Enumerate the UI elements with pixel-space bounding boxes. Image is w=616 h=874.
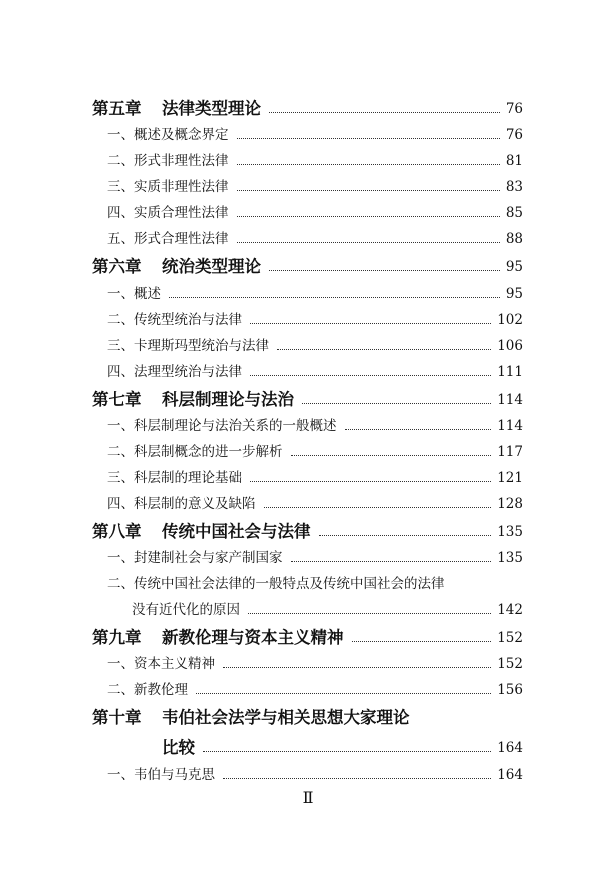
chapter-number: 第十章 — [92, 708, 142, 727]
chapter-title: 传统中国社会与法律 — [162, 522, 311, 541]
page-number: 121 — [497, 470, 523, 486]
page-number: 76 — [505, 127, 523, 143]
section-title: 一、概述 — [107, 286, 161, 302]
page-number: 128 — [497, 496, 523, 512]
leader-dots — [237, 200, 500, 217]
chapter-title: 韦伯社会法学与相关思想大家理论 — [162, 708, 410, 727]
page-number: 164 — [497, 767, 523, 783]
section-title: 三、实质非理性法律 — [107, 179, 229, 195]
page-number: 142 — [497, 602, 523, 618]
toc-section-row — [0, 413, 616, 439]
chapter-number: 第八章 — [92, 522, 142, 541]
section-title: 二、科层制概念的进一步解析 — [107, 444, 283, 460]
leader-dots — [237, 226, 500, 243]
leader-dots — [291, 545, 492, 562]
page-number: 156 — [497, 682, 523, 698]
page-number: 95 — [505, 259, 523, 275]
leader-dots — [269, 254, 500, 271]
toc-chapter-row — [0, 625, 616, 651]
toc-section-row — [0, 597, 616, 623]
page-number: 81 — [505, 153, 523, 169]
toc-section-row — [0, 491, 616, 517]
toc-section-row — [0, 226, 616, 252]
leader-dots — [277, 333, 491, 350]
leader-dots — [291, 439, 492, 456]
toc-section-row — [0, 200, 616, 226]
section-title: 四、法理型统治与法律 — [107, 364, 242, 380]
leader-dots — [302, 387, 491, 404]
toc-section-row — [0, 545, 616, 571]
section-title: 三、科层制的理论基础 — [107, 470, 242, 486]
page-number: 102 — [497, 312, 523, 328]
section-title: 四、科层制的意义及缺陷 — [107, 496, 256, 512]
chapter-title: 比较 — [162, 738, 195, 757]
page-number: 85 — [505, 205, 523, 221]
section-title: 五、形式合理性法律 — [107, 231, 229, 247]
toc-section-row — [0, 762, 616, 788]
page-number: 114 — [497, 418, 523, 434]
page-number: 117 — [497, 444, 523, 460]
leader-dots — [264, 491, 492, 508]
toc-section-row — [0, 281, 616, 307]
toc-section-row — [0, 677, 616, 703]
leader-dots — [269, 96, 500, 113]
page-number: 164 — [497, 740, 523, 756]
toc-chapter-row — [0, 96, 616, 122]
section-title: 一、资本主义精神 — [107, 656, 215, 672]
toc-section-row — [0, 148, 616, 174]
section-title: 二、新教伦理 — [107, 682, 188, 698]
toc-chapter-row — [0, 705, 616, 731]
section-title: 二、传统型统治与法律 — [107, 312, 242, 328]
leader-dots — [237, 122, 500, 139]
toc-section-row — [0, 174, 616, 200]
leader-dots — [237, 174, 500, 191]
section-title: 四、实质合理性法律 — [107, 205, 229, 221]
page-number: 135 — [497, 550, 523, 566]
section-title: 二、形式非理性法律 — [107, 153, 229, 169]
chapter-number: 第五章 — [92, 99, 142, 118]
section-title: 一、韦伯与马克思 — [107, 767, 215, 783]
page-number: 111 — [497, 364, 523, 380]
page-number: 83 — [505, 179, 523, 195]
chapter-number: 第九章 — [92, 628, 142, 647]
leader-dots — [203, 735, 491, 752]
chapter-title: 统治类型理论 — [162, 257, 261, 276]
toc-section-row — [0, 651, 616, 677]
page-number: 152 — [497, 630, 523, 646]
toc-section-row — [0, 465, 616, 491]
section-title: 一、封建制社会与家产制国家 — [107, 550, 283, 566]
toc-section-row — [0, 333, 616, 359]
leader-dots — [248, 597, 491, 614]
page-number: 95 — [505, 286, 523, 302]
toc-chapter-row — [0, 519, 616, 545]
leader-dots — [223, 651, 491, 668]
page-number: 106 — [497, 338, 523, 354]
leader-dots — [223, 762, 491, 779]
page-number-footer: Ⅱ — [302, 788, 314, 807]
page-number: 88 — [505, 231, 523, 247]
chapter-title: 新教伦理与资本主义精神 — [162, 628, 344, 647]
leader-dots — [319, 519, 492, 536]
chapter-number: 第七章 — [92, 390, 142, 409]
leader-dots — [345, 413, 492, 430]
chapter-title: 法律类型理论 — [162, 99, 261, 118]
toc-chapter-row — [0, 387, 616, 413]
section-title: 一、概述及概念界定 — [107, 127, 229, 143]
page-number: 135 — [497, 524, 523, 540]
section-title: 没有近代化的原因 — [132, 602, 240, 618]
chapter-title: 科层制理论与法治 — [162, 390, 294, 409]
chapter-number: 第六章 — [92, 257, 142, 276]
leader-dots — [250, 307, 491, 324]
toc-section-row — [0, 122, 616, 148]
page-number: 152 — [497, 656, 523, 672]
section-title: 二、传统中国社会法律的一般特点及传统中国社会的法律 — [107, 576, 445, 592]
toc-section-row — [0, 571, 616, 597]
toc-section-row — [0, 439, 616, 465]
leader-dots — [169, 281, 500, 298]
toc-chapter-row — [0, 735, 616, 761]
leader-dots — [237, 148, 500, 165]
section-title: 三、卡理斯玛型统治与法律 — [107, 338, 269, 354]
toc-section-row — [0, 359, 616, 385]
toc-chapter-row — [0, 254, 616, 280]
page-number: 76 — [505, 101, 523, 117]
leader-dots — [352, 625, 492, 642]
section-title: 一、科层制理论与法治关系的一般概述 — [107, 418, 337, 434]
leader-dots — [250, 359, 491, 376]
toc-section-row — [0, 307, 616, 333]
page-number: 114 — [497, 392, 523, 408]
leader-dots — [196, 677, 491, 694]
leader-dots — [250, 465, 491, 482]
